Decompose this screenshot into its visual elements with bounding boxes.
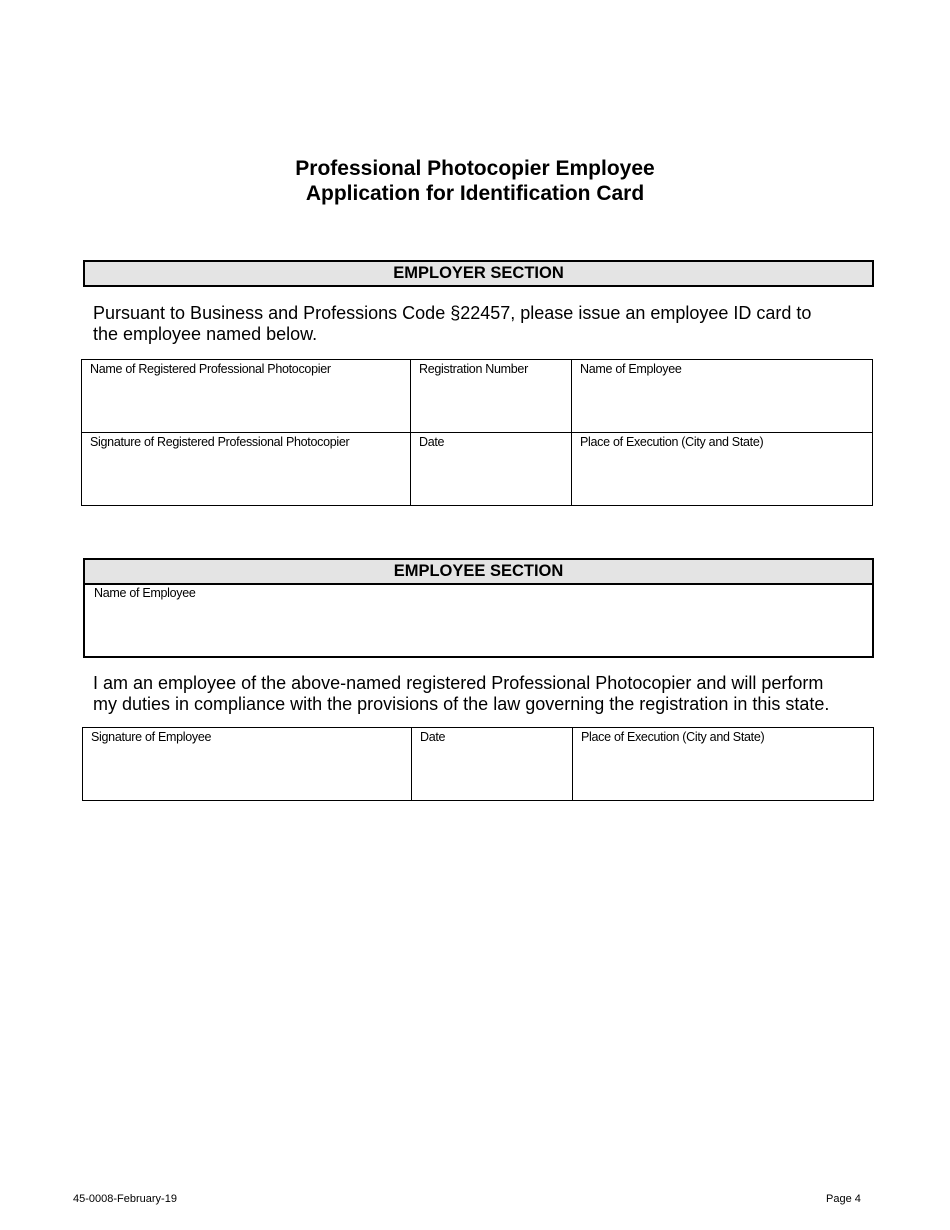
employee-name-field[interactable] <box>83 583 874 658</box>
employer-employee-name-field[interactable] <box>572 360 873 433</box>
employer-employee-name-label: Name of Employee <box>580 362 682 376</box>
employee-date-label: Date <box>420 730 446 744</box>
employee-place-field[interactable] <box>573 728 874 801</box>
photocopier-signature-label: Signature of Registered Professional Photocopier <box>90 435 350 449</box>
employee-signature-field[interactable] <box>83 728 412 801</box>
registration-number-label: Registration Number <box>419 362 528 376</box>
employee-section-heading: EMPLOYEE SECTION <box>83 558 874 585</box>
employer-place-label: Place of Execution (City and State) <box>580 435 764 449</box>
employer-date-label: Date <box>419 435 445 449</box>
title-line-2: Application for Identification Card <box>305 182 645 205</box>
employer-intro-line-1: Pursuant to Business and Professions Code §22457, please issue an employee ID card to <box>93 303 812 323</box>
page-title <box>0 156 950 206</box>
employer-section-heading: EMPLOYER SECTION <box>83 260 874 287</box>
employer-intro <box>93 303 883 345</box>
employer-date-field[interactable] <box>411 433 572 506</box>
page-number: Page 4 <box>826 1193 861 1205</box>
employee-fields-table <box>82 727 874 801</box>
employee-statement <box>93 673 883 715</box>
title-line-1: Professional Photocopier Employee <box>295 157 655 180</box>
photocopier-signature-field[interactable] <box>82 433 411 506</box>
registration-number-field[interactable] <box>411 360 572 433</box>
employee-statement-line-2: my duties in compliance with the provisions of the law governing the registration in this state. <box>93 694 830 714</box>
employee-name-label: Name of Employee <box>94 586 196 600</box>
photocopier-name-label: Name of Registered Professional Photocopier <box>90 362 331 376</box>
employer-place-field[interactable] <box>572 433 873 506</box>
employee-statement-line-1: I am an employee of the above-named registered Professional Photocopier and will perform <box>93 673 824 693</box>
employer-intro-line-2: the employee named below. <box>93 324 318 344</box>
employee-date-field[interactable] <box>412 728 573 801</box>
form-id: 45-0008-February-19 <box>73 1193 177 1205</box>
photocopier-name-field[interactable] <box>82 360 411 433</box>
employee-signature-label: Signature of Employee <box>91 730 212 744</box>
employee-place-label: Place of Execution (City and State) <box>581 730 765 744</box>
employer-fields-table <box>81 359 873 506</box>
